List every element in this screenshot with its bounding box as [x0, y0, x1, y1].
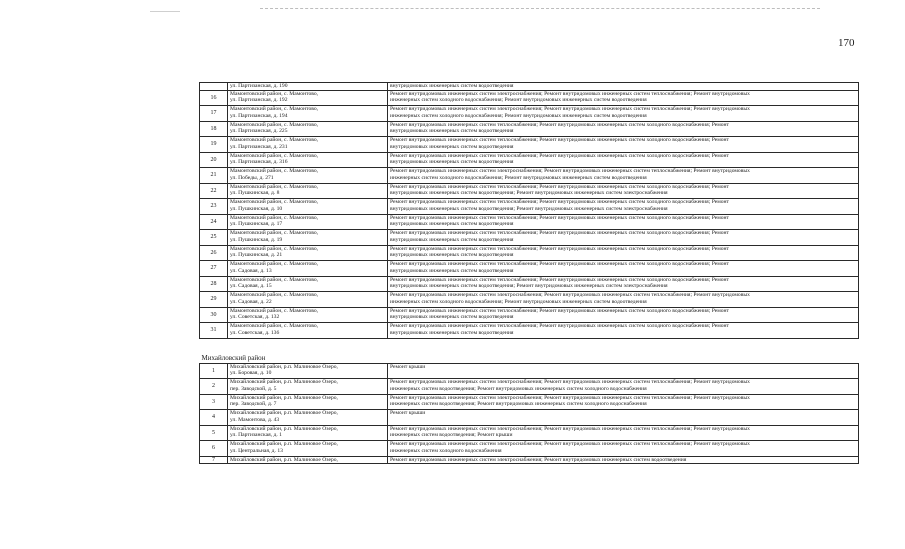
address-line: Михайловский район, р.п. Малиновое Озеро,	[230, 363, 338, 370]
address-line: Мамонтовский район, с. Мамонтово,	[230, 137, 319, 144]
works-line: Ремонт внутридомовых инженерных систем теплоснабжения; Ремонт внутридомовых инженерных систем холодного водоснабжения; Ремонт	[390, 261, 729, 268]
row-number: 28	[200, 276, 228, 292]
table-row	[200, 230, 859, 246]
address-line: Мамонтовский район, с. Мамонтово,	[230, 214, 319, 221]
works-line: Ремонт внутридомовых инженерных систем теплоснабжения; Ремонт внутридомовых инженерных систем холодного водоснабжения; Ремонт	[390, 183, 729, 190]
works-line: Ремонт внутридомовых инженерных систем электроснабжения; Ремонт внутридомовых инженерных систем теплоснабжения; Ремонт внутридомовых	[390, 106, 750, 113]
address-cell	[228, 106, 388, 122]
address-line: ул. Садовая, д. 15	[230, 283, 272, 290]
section-row	[200, 338, 859, 363]
row-number: 3	[200, 394, 228, 410]
works-line: Ремонт крыши	[390, 363, 426, 370]
row-number: 17	[200, 106, 228, 122]
works-cell	[388, 425, 859, 441]
works-line: внутридомовых инженерных систем водоотведения; Ремонт внутридомовых инженерных систем электроснабжения	[390, 283, 668, 290]
table-row	[200, 292, 859, 308]
address-line: Мамонтовский район, с. Мамонтово,	[230, 230, 319, 237]
table-row	[200, 183, 859, 199]
works-line: внутридомовых инженерных систем водоотведения	[390, 329, 514, 336]
table-row	[200, 323, 859, 339]
address-line: Михайловский район, р.п. Малиновое Озеро,	[230, 410, 338, 417]
address-line: ул. Партизанская, д. 190	[230, 83, 288, 89]
address-line: Михайловский район, р.п. Малиновое Озеро,	[230, 456, 338, 463]
row-number	[200, 83, 228, 91]
table-row	[200, 245, 859, 261]
address-line: ул. Партизанская, д. 225	[230, 128, 288, 135]
works-cell	[388, 410, 859, 426]
address-line: ул. Советская, д. 136	[230, 329, 280, 336]
works-cell	[388, 363, 859, 379]
works-line: Ремонт внутридомовых инженерных систем теплоснабжения; Ремонт внутридомовых инженерных систем холодного водоснабжения; Ремонт	[390, 199, 729, 206]
address-line: ул. Партизанская, д. 316	[230, 159, 288, 166]
address-cell	[228, 245, 388, 261]
address-line: Мамонтовский район, с. Мамонтово,	[230, 152, 319, 159]
page-number: 170	[838, 37, 855, 49]
works-line: внутридомовых инженерных систем водоотведения	[390, 143, 514, 150]
table-row	[200, 261, 859, 277]
row-number: 24	[200, 214, 228, 230]
address-line: ул. Центральная, д. 13	[230, 447, 283, 454]
works-line: внутридомовых инженерных систем водоотведения	[390, 159, 514, 166]
works-cell	[388, 307, 859, 323]
works-line: инженерных систем водоотведения; Ремонт крыши	[390, 432, 513, 439]
table-row	[200, 394, 859, 410]
address-cell	[228, 394, 388, 410]
row-number: 4	[200, 410, 228, 426]
row-number: 30	[200, 307, 228, 323]
works-line: инженерных систем водоотведения; Ремонт внутридомовых инженерных систем холодного водоснабжения	[390, 385, 647, 392]
table-row	[200, 363, 859, 379]
table-row	[200, 425, 859, 441]
row-number: 19	[200, 137, 228, 153]
row-number: 31	[200, 323, 228, 339]
address-cell	[228, 261, 388, 277]
address-line: ул. Садовая, д. 22	[230, 298, 272, 305]
works-cell	[388, 379, 859, 395]
table-row	[200, 168, 859, 184]
repair-program-table	[199, 82, 859, 464]
address-line: ул. Мамонтова, д. 43	[230, 416, 280, 423]
scan-artifact-line	[150, 11, 180, 12]
address-line: Михайловский район, р.п. Малиновое Озеро,	[230, 379, 338, 386]
works-line: Ремонт внутридомовых инженерных систем электроснабжения; Ремонт внутридомовых инженерных систем теплоснабжения; Ремонт внутридомовых	[390, 90, 750, 97]
works-line: инженерных систем холодного водоснабжения; Ремонт внутридомовых инженерных систем водоотведения	[390, 112, 647, 119]
section-title: Михайловский район	[200, 338, 859, 363]
address-cell	[228, 214, 388, 230]
row-number: 18	[200, 121, 228, 137]
table-row	[200, 137, 859, 153]
works-cell	[388, 183, 859, 199]
address-cell	[228, 456, 388, 464]
row-number: 23	[200, 199, 228, 215]
address-cell	[228, 230, 388, 246]
address-line: Мамонтовский район, с. Мамонтово,	[230, 292, 319, 299]
works-line: внутридомовых инженерных систем водоотведения	[390, 252, 514, 259]
address-line: ул. Партизанская, д. 1	[230, 432, 282, 439]
works-cell	[388, 168, 859, 184]
works-cell	[388, 199, 859, 215]
address-line: Мамонтовский район, с. Мамонтово,	[230, 106, 319, 113]
works-line: внутридомовых инженерных систем водоотведения; Ремонт внутридомовых инженерных систем электроснабжения	[390, 190, 668, 197]
address-cell	[228, 183, 388, 199]
works-line: Ремонт внутридомовых инженерных систем электроснабжения; Ремонт внутридомовых инженерных систем теплоснабжения; Ремонт внутридомовых	[390, 379, 750, 386]
address-line: Мамонтовский район, с. Мамонтово,	[230, 168, 319, 175]
works-line: Ремонт внутридомовых инженерных систем теплоснабжения; Ремонт внутридомовых инженерных систем холодного водоснабжения; Ремонт	[390, 214, 729, 221]
address-line: ул. Садовая, д. 13	[230, 267, 272, 274]
address-cell	[228, 307, 388, 323]
works-line: Ремонт внутридомовых инженерных систем электроснабжения; Ремонт внутридомовых инженерных систем теплоснабжения; Ремонт внутридомовых	[390, 425, 750, 432]
works-line: Ремонт внутридомовых инженерных систем электроснабжения; Ремонт внутридомовых инженерных систем теплоснабжения; Ремонт внутридомовых	[390, 441, 750, 448]
table-row	[200, 410, 859, 426]
row-number: 7	[200, 456, 228, 464]
address-cell	[228, 137, 388, 153]
address-line: Мамонтовский район, с. Мамонтово,	[230, 245, 319, 252]
address-cell	[228, 379, 388, 395]
address-cell	[228, 152, 388, 168]
works-cell	[388, 456, 859, 464]
table-row	[200, 90, 859, 106]
address-line: ул. Победы, д. 271	[230, 174, 274, 181]
works-line: внутридомовых инженерных систем водоотведения	[390, 267, 514, 274]
table-row	[200, 199, 859, 215]
row-number: 1	[200, 363, 228, 379]
address-line: ул. Пушкинская, д. 8	[230, 190, 280, 197]
table-row	[200, 152, 859, 168]
address-line: ул. Партизанская, д. 192	[230, 97, 288, 104]
address-line: пер. Заводской, д. 5	[230, 385, 277, 392]
address-cell	[228, 363, 388, 379]
address-cell	[228, 323, 388, 339]
address-line: ул. Советская, д. 132	[230, 314, 280, 321]
address-line: Михайловский район, р.п. Малиновое Озеро,	[230, 441, 338, 448]
row-number: 16	[200, 90, 228, 106]
address-line: ул. Боровая, д. 10	[230, 370, 272, 377]
table-row	[200, 214, 859, 230]
address-line: Мамонтовский район, с. Мамонтово,	[230, 183, 319, 190]
address-line: ул. Партизанская, д. 194	[230, 112, 288, 119]
address-line: Мамонтовский район, с. Мамонтово,	[230, 90, 319, 97]
row-number: 20	[200, 152, 228, 168]
works-line: Ремонт внутридомовых инженерных систем теплоснабжения; Ремонт внутридомовых инженерных систем холодного водоснабжения; Ремонт	[390, 276, 729, 283]
works-line: внутридомовых инженерных систем водоотведения; Ремонт внутридомовых инженерных систем электроснабжения	[390, 205, 668, 212]
works-cell	[388, 323, 859, 339]
address-cell	[228, 121, 388, 137]
works-cell	[388, 90, 859, 106]
works-line: инженерных систем холодного водоснабжения; Ремонт внутридомовых инженерных систем водоотведения	[390, 174, 647, 181]
works-line: инженерных систем холодного водоснабжения; Ремонт внутридомовых инженерных систем водоотведения	[390, 97, 647, 104]
works-line: Ремонт внутридомовых инженерных систем электроснабжения; Ремонт внутридомовых инженерных систем теплоснабжения; Ремонт внутридомовых	[390, 292, 750, 299]
works-line: инженерных систем холодного водоснабжения	[390, 447, 502, 454]
address-line: Мамонтовский район, с. Мамонтово,	[230, 261, 319, 268]
address-line: Мамонтовский район, с. Мамонтово,	[230, 199, 319, 206]
works-cell	[388, 441, 859, 457]
address-line: Михайловский район, р.п. Малиновое Озеро,	[230, 394, 338, 401]
row-number: 21	[200, 168, 228, 184]
works-cell	[388, 261, 859, 277]
works-cell	[388, 121, 859, 137]
works-line: внутридомовых инженерных систем водоотведения	[390, 314, 514, 321]
works-cell	[388, 152, 859, 168]
works-line: Ремонт внутридомовых инженерных систем теплоснабжения; Ремонт внутридомовых инженерных систем холодного водоснабжения; Ремонт	[390, 307, 729, 314]
works-cell	[388, 83, 859, 91]
table-row	[200, 379, 859, 395]
works-cell	[388, 292, 859, 308]
address-line: ул. Пушкинская, д. 10	[230, 205, 283, 212]
address-line: ул. Пушкинская, д. 21	[230, 252, 283, 259]
works-cell	[388, 394, 859, 410]
works-line: внутридомовых инженерных систем водоотведения	[390, 236, 514, 243]
address-cell	[228, 168, 388, 184]
works-line: Ремонт внутридомовых инженерных систем электроснабжения; Ремонт внутридомовых инженерных систем теплоснабжения; Ремонт внутридомовых	[390, 394, 750, 401]
row-number: 22	[200, 183, 228, 199]
table-row	[200, 83, 859, 91]
works-line: инженерных систем холодного водоснабжения; Ремонт внутридомовых инженерных систем водоотведения	[390, 298, 647, 305]
works-line: Ремонт внутридомовых инженерных систем теплоснабжения; Ремонт внутридомовых инженерных систем холодного водоснабжения; Ремонт	[390, 137, 729, 144]
table-row	[200, 106, 859, 122]
row-number: 29	[200, 292, 228, 308]
works-line: инженерных систем водоотведения; Ремонт внутридомовых инженерных систем холодного водоснабжения	[390, 401, 647, 408]
address-cell	[228, 441, 388, 457]
works-line: Ремонт внутридомовых инженерных систем теплоснабжения; Ремонт внутридомовых инженерных систем холодного водоснабжения; Ремонт	[390, 245, 729, 252]
row-number: 5	[200, 425, 228, 441]
works-line: Ремонт внутридомовых инженерных систем электроснабжения; Ремонт внутридомовых инженерных систем водоотведения	[390, 456, 687, 463]
works-line: внутридомовых инженерных систем водоотведения	[390, 83, 514, 89]
address-cell	[228, 199, 388, 215]
works-cell	[388, 230, 859, 246]
table-row	[200, 307, 859, 323]
works-line: Ремонт внутридомовых инженерных систем теплоснабжения; Ремонт внутридомовых инженерных систем холодного водоснабжения; Ремонт	[390, 230, 729, 237]
works-cell	[388, 276, 859, 292]
address-line: ул. Партизанская, д. 231	[230, 143, 288, 150]
table-row	[200, 441, 859, 457]
table-row	[200, 121, 859, 137]
scan-artifact-line	[260, 8, 820, 9]
works-line: Ремонт внутридомовых инженерных систем теплоснабжения; Ремонт внутридомовых инженерных систем холодного водоснабжения; Ремонт	[390, 121, 729, 128]
row-number: 25	[200, 230, 228, 246]
works-cell	[388, 137, 859, 153]
works-cell	[388, 214, 859, 230]
works-line: Ремонт крыши	[390, 410, 426, 417]
works-line: Ремонт внутридомовых инженерных систем теплоснабжения; Ремонт внутридомовых инженерных систем холодного водоснабжения; Ремонт	[390, 152, 729, 159]
works-line: внутридомовых инженерных систем водоотведения	[390, 128, 514, 135]
address-cell	[228, 425, 388, 441]
works-line: Ремонт внутридомовых инженерных систем теплоснабжения; Ремонт внутридомовых инженерных систем холодного водоснабжения; Ремонт	[390, 323, 729, 330]
address-cell	[228, 90, 388, 106]
address-line: ул. Пушкинская, д. 17	[230, 221, 283, 228]
address-line: Мамонтовский район, с. Мамонтово,	[230, 307, 319, 314]
works-cell	[388, 245, 859, 261]
address-cell	[228, 276, 388, 292]
address-line: Мамонтовский район, с. Мамонтово,	[230, 323, 319, 330]
address-line: Михайловский район, р.п. Малиновое Озеро,	[230, 425, 338, 432]
row-number: 6	[200, 441, 228, 457]
address-cell	[228, 410, 388, 426]
works-line: внутридомовых инженерных систем водоотведения	[390, 221, 514, 228]
address-cell	[228, 83, 388, 91]
row-number: 2	[200, 379, 228, 395]
row-number: 26	[200, 245, 228, 261]
table-row	[200, 276, 859, 292]
address-cell	[228, 292, 388, 308]
row-number: 27	[200, 261, 228, 277]
table-row	[200, 456, 859, 464]
works-cell	[388, 106, 859, 122]
works-line: Ремонт внутридомовых инженерных систем электроснабжения; Ремонт внутридомовых инженерных систем теплоснабжения; Ремонт внутридомовых	[390, 168, 750, 175]
address-line: Мамонтовский район, с. Мамонтово,	[230, 121, 319, 128]
address-line: ул. Пушкинская, д. 19	[230, 236, 283, 243]
address-line: Мамонтовский район, с. Мамонтово,	[230, 276, 319, 283]
address-line: пер. Заводской, д. 7	[230, 401, 277, 408]
